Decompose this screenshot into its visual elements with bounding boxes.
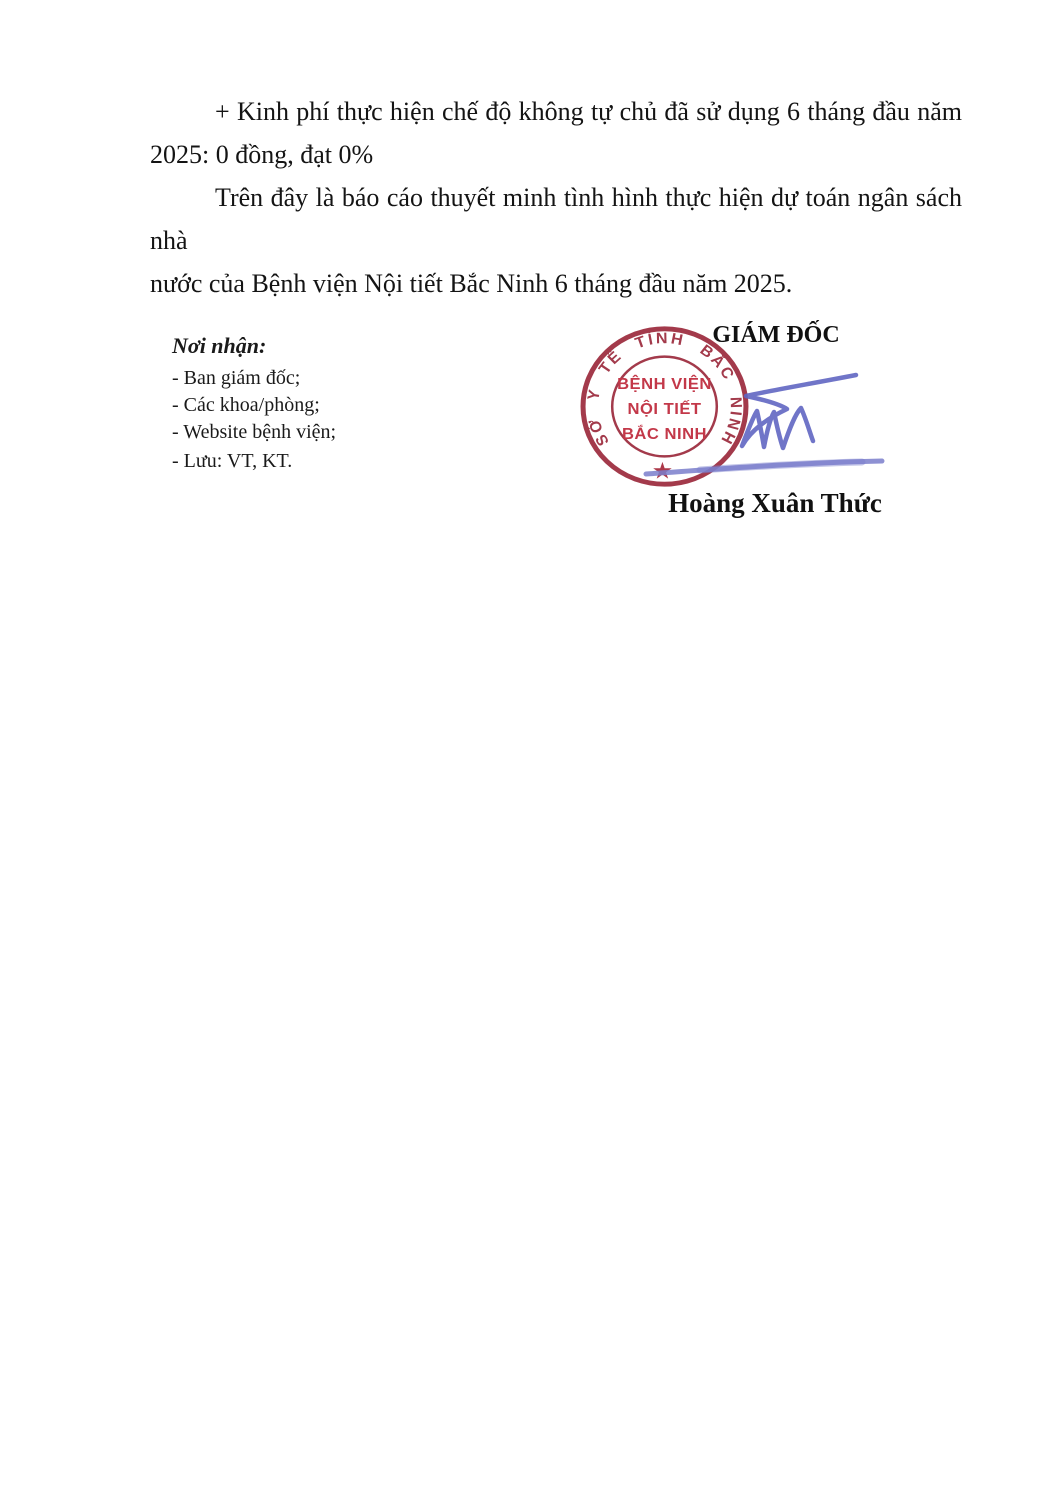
body-text [150,90,962,305]
signature-scribble [742,375,856,448]
signer-name: Hoàng Xuân Thức [668,488,882,518]
paragraph-1-line-1: + Kinh phí thực hiện chế độ không tự chủ đã sử dụng 6 tháng đầu năm [215,97,962,126]
stamp-center-line: BẮC NINH [621,425,708,444]
paragraph-2-line-2: nước của Bệnh viện Nội tiết Bắc Ninh 6 tháng đầu năm 2025. [150,269,793,298]
signer-title: GIÁM ĐỐC [712,322,840,348]
star-icon: ★ [651,458,674,485]
signature-underline-bold [700,462,862,470]
recipient-item: - Website bệnh viện; [172,421,337,443]
recipient-item: - Lưu: VT, KT. [172,450,293,472]
stamp-center-line: BỆNH VIỆN [617,375,712,394]
stamp-ring-text: SỞ Y TẾ TỈNH BẮC NINH [584,330,745,449]
recipients-heading: Nơi nhận: [172,333,267,358]
paragraph-2-line-1: Trên đây là báo cáo thuyết minh tình hình thực hiện dự toán ngân sách nhà [150,183,962,255]
recipient-item: - Ban giám đốc; [172,367,301,389]
recipients-block [172,333,336,475]
signature-ink [630,350,970,485]
paragraph-1-line-2: 2025: 0 đồng, đạt 0% [150,140,374,169]
stamp-center-line: NỘI TIẾT [627,400,702,419]
recipient-item: - Các khoa/phòng; [172,394,320,416]
